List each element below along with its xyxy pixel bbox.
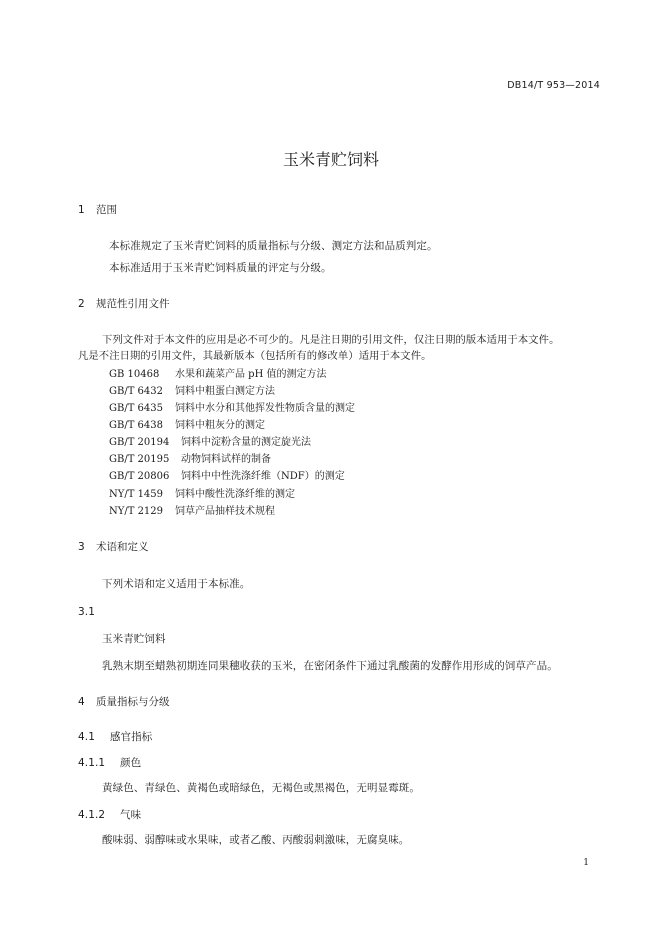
reference-item — [109, 450, 271, 465]
reference-name: 饲料中中性洗涤纤维（NDF）的测定 — [181, 471, 345, 482]
section-number: 4 — [78, 696, 85, 708]
page-number: 1 — [583, 858, 589, 868]
reference-code: NY/T 2129 — [109, 506, 164, 517]
section-title: 术语和定义 — [96, 541, 149, 553]
subsection-title: 气味 — [120, 809, 142, 821]
reference-item — [109, 485, 295, 500]
section-2-heading — [78, 296, 170, 311]
reference-name: 饲料中粗灰分的测定 — [175, 420, 265, 431]
reference-item — [109, 433, 311, 448]
subsection-number: 4.1.1 — [78, 757, 106, 769]
paragraph: 酸味弱、弱醇味或水果味，或者乙酸、丙酸弱刺激味，无腐臭味。 — [102, 834, 410, 846]
section-number: 3 — [78, 541, 85, 553]
reference-item — [109, 382, 275, 397]
subsection-title: 颜色 — [120, 757, 142, 769]
section-title: 质量指标与分级 — [96, 696, 170, 708]
term-definition: 乳熟末期至蜡熟初期连同果穗收获的玉米，在密闭条件下通过乳酸菌的发酵作用形成的饲草产品。 — [102, 660, 558, 672]
section-title: 范围 — [96, 204, 117, 216]
paragraph: 本标准适用于玉米青贮饲料质量的评定与分级。 — [109, 262, 332, 274]
section-number: 2 — [78, 298, 85, 310]
reference-item — [109, 416, 265, 431]
reference-code: GB/T 6435 — [109, 403, 164, 414]
subsection-number: 4.1.2 — [78, 809, 106, 821]
reference-item — [109, 365, 326, 380]
reference-code: NY/T 1459 — [109, 489, 164, 500]
reference-code: GB 10468 — [109, 369, 160, 380]
section-title: 规范性引用文件 — [96, 298, 170, 310]
section-4-heading — [78, 694, 170, 709]
reference-name: 饲草产品抽样技术规程 — [175, 506, 275, 517]
paragraph: 下列文件对于本文件的应用是必不可少的。凡是注日期的引用文件，仅注日期的版本适用于本文件。 — [102, 334, 560, 346]
subsection-4-1-heading — [78, 729, 152, 744]
reference-item — [109, 467, 345, 482]
subsection-4-1-1-heading — [78, 755, 141, 770]
reference-item — [109, 502, 275, 517]
paragraph: 本标准规定了玉米青贮饲料的质量指标与分级、测定方法和品质判定。 — [109, 240, 438, 252]
reference-name: 饲料中酸性洗涤纤维的测定 — [175, 489, 295, 500]
paragraph: 下列术语和定义适用于本标准。 — [102, 578, 251, 590]
reference-code: GB/T 20194 — [109, 437, 170, 448]
section-1-heading — [78, 202, 117, 217]
reference-name: 水果和蔬菜产品 pH 值的测定方法 — [175, 369, 327, 380]
document-number: DB14/T 953—2014 — [507, 80, 600, 91]
document-title: 玉米青贮饲料 — [282, 150, 379, 169]
term-heading: 玉米青贮饲料 — [102, 633, 166, 645]
subsection-title: 感官指标 — [110, 731, 153, 743]
reference-name: 动物饲料试样的制备 — [181, 454, 271, 465]
reference-code: GB/T 6432 — [109, 386, 164, 397]
reference-name: 饲料中淀粉含量的测定旋光法 — [181, 437, 311, 448]
reference-code: GB/T 20806 — [109, 471, 170, 482]
reference-code: GB/T 6438 — [109, 420, 164, 431]
reference-name: 饲料中水分和其他挥发性物质含量的测定 — [175, 403, 355, 414]
reference-item — [109, 399, 355, 414]
paragraph: 凡是不注日期的引用文件，其最新版本（包括所有的修改单）适用于本文件。 — [78, 350, 432, 362]
reference-name: 饲料中粗蛋白测定方法 — [175, 386, 275, 397]
subsection-number: 3.1 — [78, 606, 95, 618]
subsection-4-1-2-heading — [78, 807, 141, 822]
subsection-number: 4.1 — [78, 731, 95, 743]
reference-code: GB/T 20195 — [109, 454, 170, 465]
paragraph: 黄绿色、青绿色、黄褐色或暗绿色，无褐色或黑褐色，无明显霉斑。 — [102, 782, 420, 794]
section-number: 1 — [78, 204, 85, 216]
section-3-heading — [78, 539, 149, 554]
